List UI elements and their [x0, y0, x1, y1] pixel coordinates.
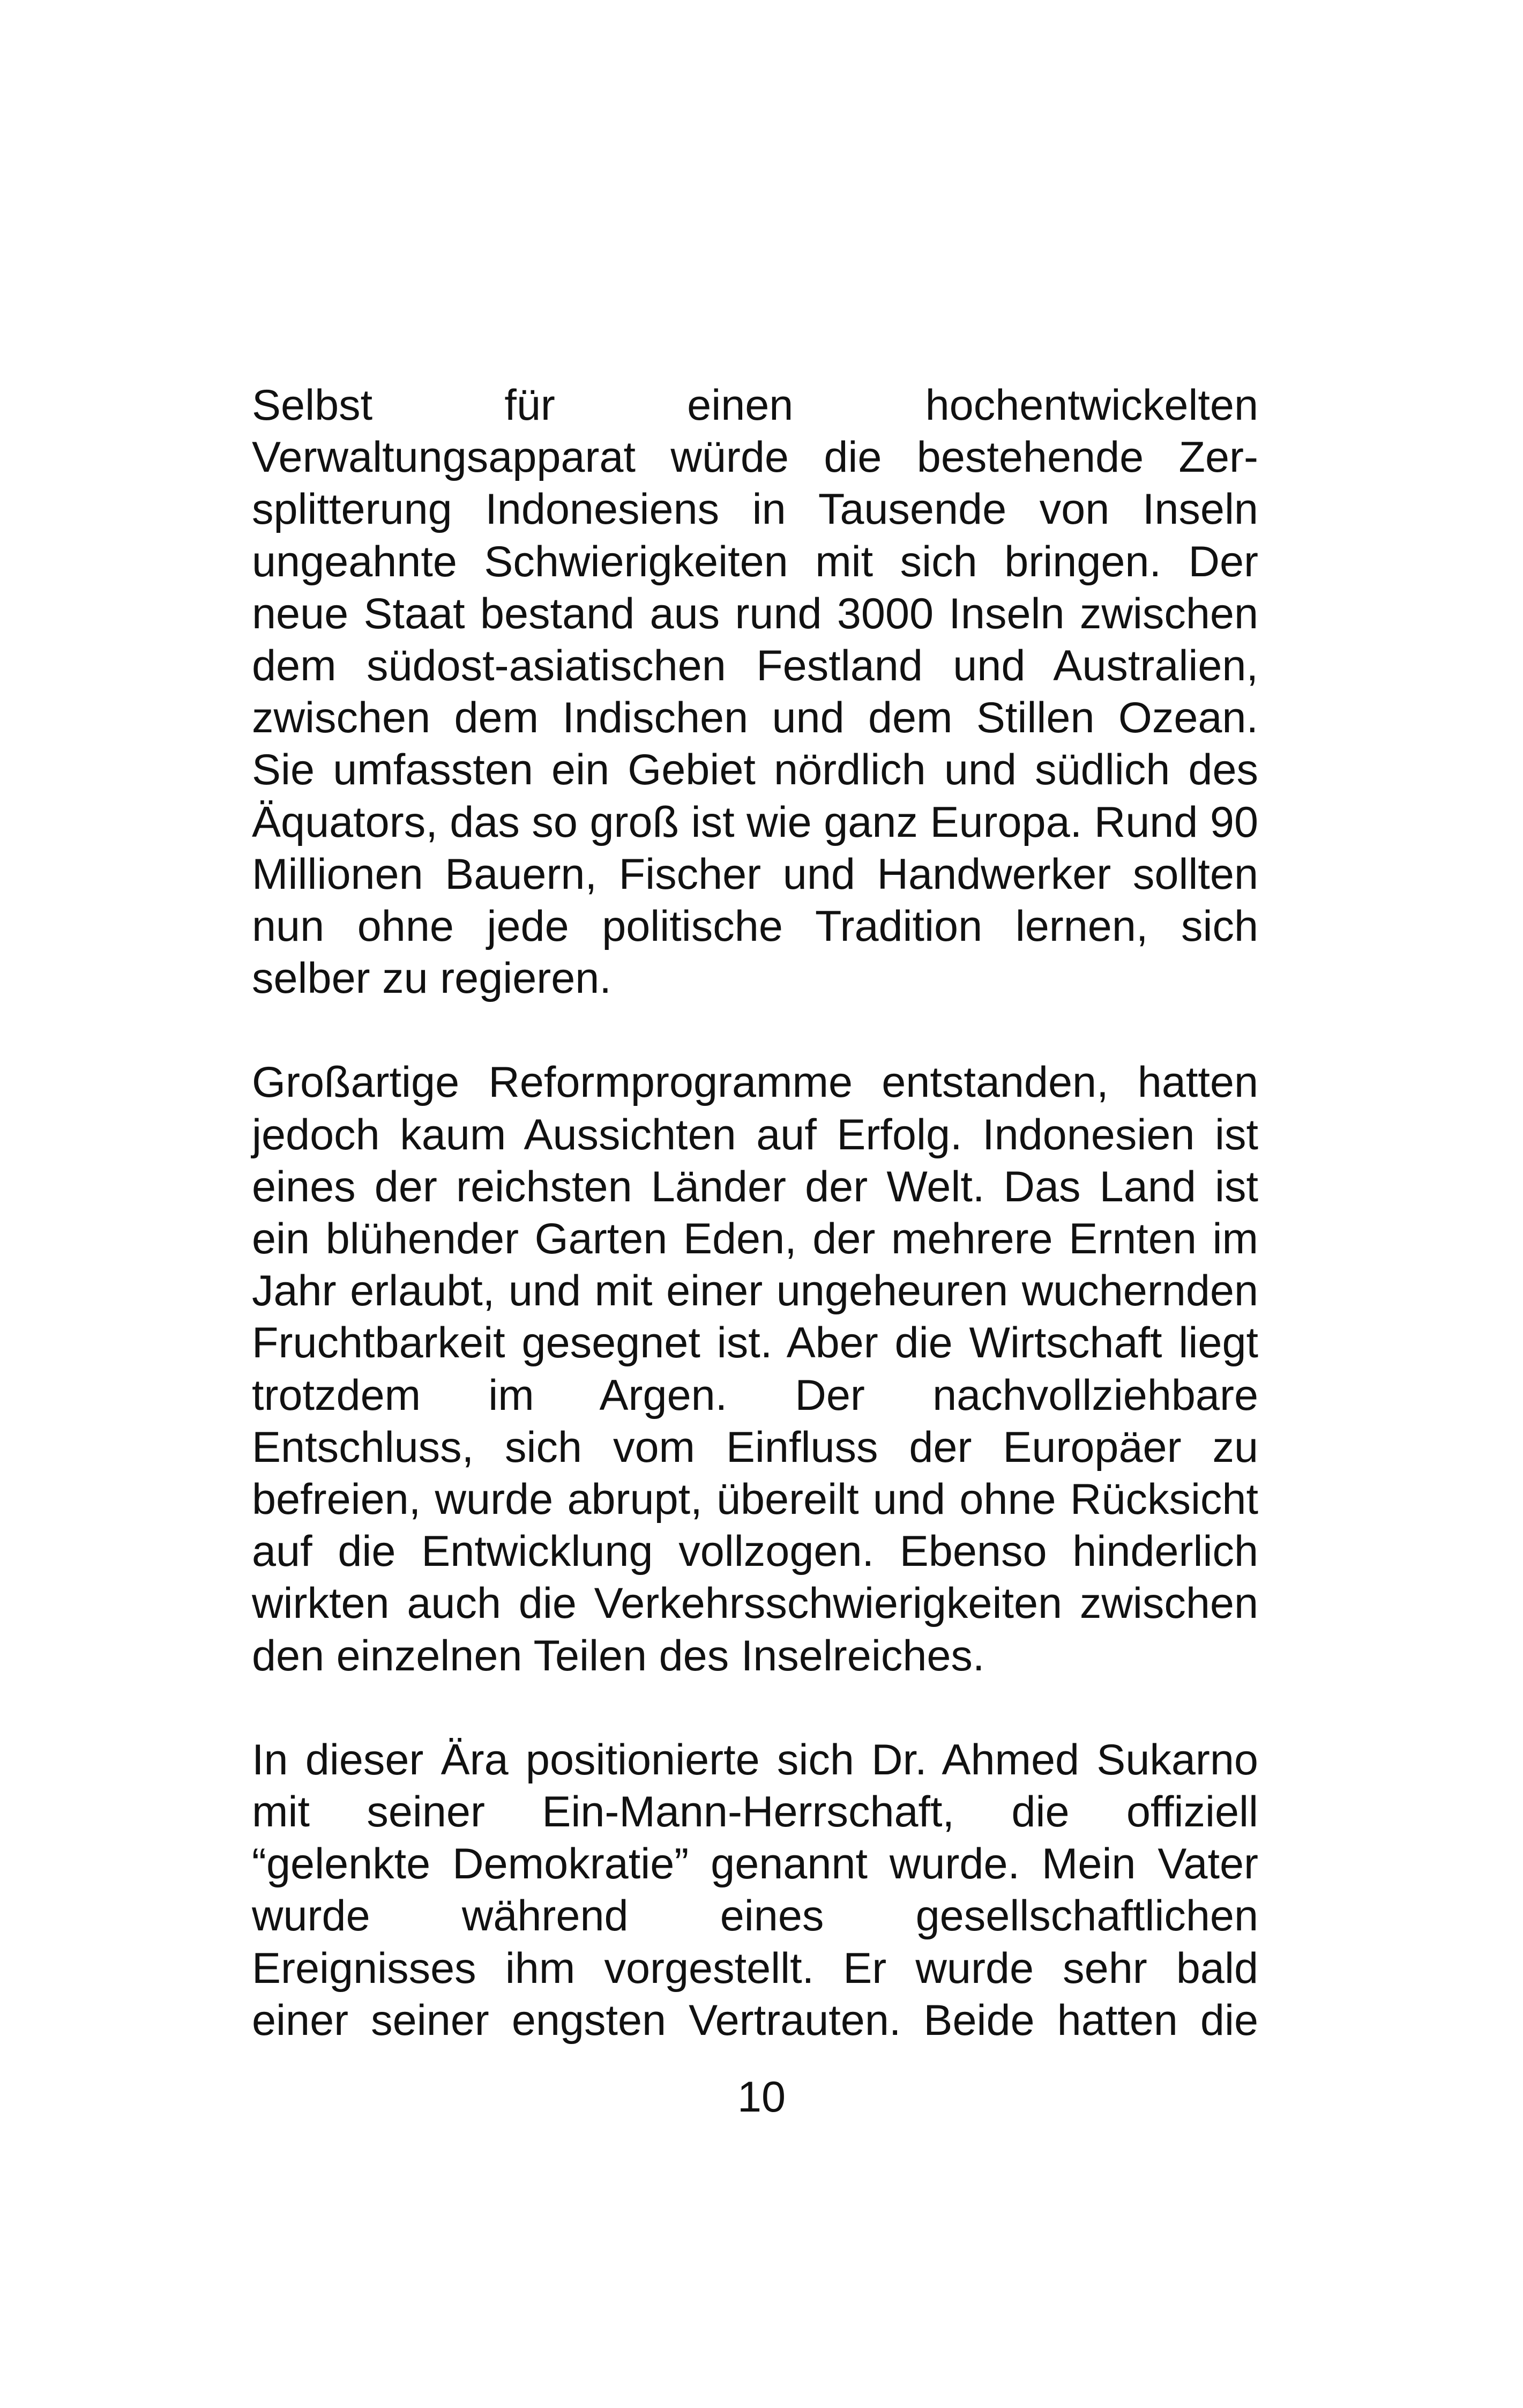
text-line: Entschluss, sich vom Einfluss der Europäer zu [252, 1423, 1258, 1471]
text-line: Ereignisses ihm vorgestellt. Er wurde sehr bald [252, 1944, 1258, 1993]
text-line: Großartige Reformprogramme entstanden, hatten [252, 1058, 1258, 1107]
text-line: Sie umfassten ein Gebiet nördlich und südlich des [252, 746, 1258, 794]
text-line: In dieser Ära positionierte sich Dr. Ahmed Sukarno [252, 1735, 1258, 1784]
body-text [252, 380, 1258, 2099]
text-line: Äquators, das so groß ist wie ganz Europa. Rund 90 [252, 798, 1258, 846]
text-line: mit seiner Ein-Mann-Herrschaft, die offiziell [252, 1788, 1258, 1837]
text-line: Fruchtbarkeit gesegnet ist. Aber die Wirtschaft liegt [252, 1319, 1258, 1367]
paragraph-3 [252, 1734, 1258, 2047]
text-line: einer seiner engsten Vertrauten. Beide hatten die [252, 1996, 1258, 2045]
text-line: wurde während eines gesellschaftlichen [252, 1892, 1258, 1941]
text-line: neue Staat bestand aus rund 3000 Inseln zwischen [252, 589, 1258, 638]
text-line: ein blühender Garten Eden, der mehrere Ernten im [252, 1215, 1258, 1264]
text-line: selber zu regieren. [252, 954, 611, 1003]
text-line: dem südost-asiatischen Festland und Australien, [252, 642, 1258, 690]
text-line: eines der reichsten Länder der Welt. Das Land ist [252, 1162, 1258, 1211]
text-line: splitterung Indonesiens in Tausende von Inseln [252, 485, 1258, 534]
text-line: auf die Entwicklung vollzogen. Ebenso hinderlich [252, 1527, 1258, 1576]
text-line: zwischen dem Indischen und dem Stillen Ozean. [252, 694, 1258, 742]
text-line: “gelenkte Demokratie” genannt wurde. Mein Vater [252, 1840, 1258, 1889]
text-line: Verwaltungsapparat würde die bestehende Zer- [252, 433, 1258, 482]
text-line: den einzelnen Teilen des Inselreiches. [252, 1631, 985, 1680]
text-line: Jahr erlaubt, und mit einer ungeheuren wuchernden [252, 1267, 1258, 1316]
paragraph-2 [252, 1057, 1258, 1682]
paragraph-1 [252, 380, 1258, 1005]
text-line: nun ohne jede politische Tradition lernen, sich [252, 902, 1258, 951]
text-line: wirkten auch die Verkehrsschwierigkeiten zwischen [252, 1579, 1258, 1628]
text-line: trotzdem im Argen. Der nachvollziehbare [252, 1371, 1258, 1419]
text-line: befreien, wurde abrupt, übereilt und ohne Rücksicht [252, 1475, 1258, 1524]
text-line: ungeahnte Schwierigkeiten mit sich bringen. Der [252, 537, 1258, 586]
page-number: 10 [737, 2073, 786, 2121]
text-line: jedoch kaum Aussichten auf Erfolg. Indonesien ist [252, 1110, 1258, 1159]
text-line: Millionen Bauern, Fischer und Handwerker sollten [252, 850, 1258, 898]
text-line: Selbst für einen hochentwickelten [252, 381, 1258, 429]
